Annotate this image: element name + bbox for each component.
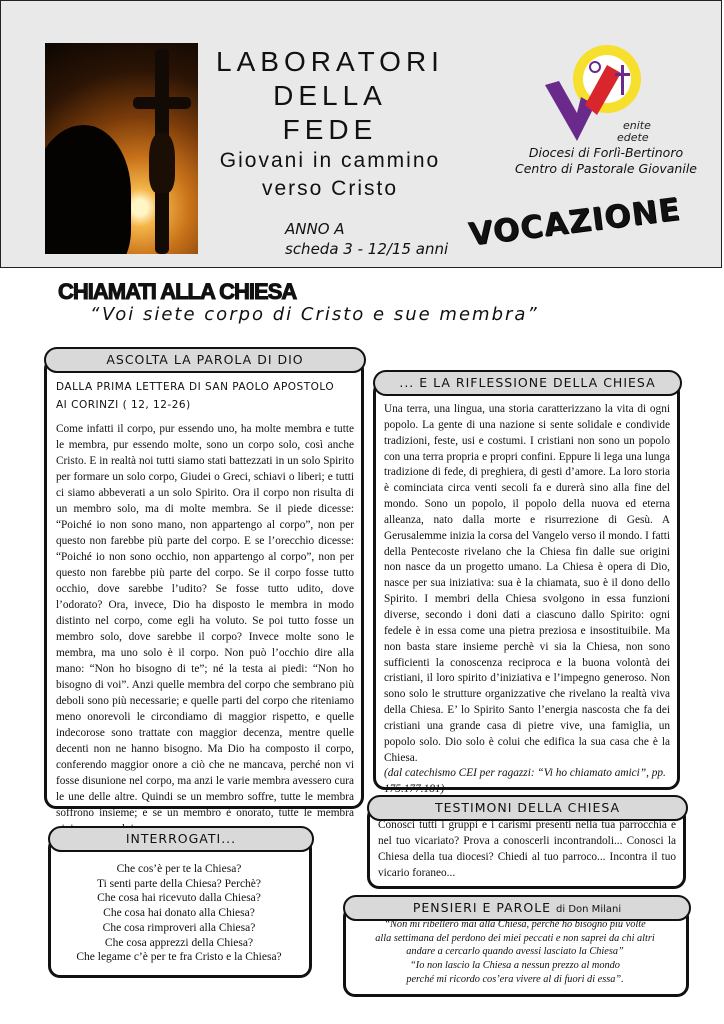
- riflessione-label: ... E LA RIFLESSIONE DELLA CHIESA: [373, 370, 682, 396]
- year-info: [285, 219, 448, 259]
- question-item: Che cosa hai donato alla Chiesa?: [103, 907, 255, 920]
- question-list: [60, 862, 298, 965]
- question-item: Che cosa hai ricevuto dalla Chiesa?: [97, 892, 261, 905]
- testimoni-paragraph: Conosci tutti i gruppi e i carismi presenti nella tua parrocchia e nel tuo vicariato? Prova a conoscerli incontrandoli... Conosci la Chiesa della tua diocesi? Chiedi al tuo parroco... Incontra il tuo vicario foraneo...: [378, 819, 676, 879]
- section-title: CHIAMATI ALLA CHIESA: [58, 279, 297, 304]
- scripture-text: [56, 421, 354, 837]
- subtitle-line: Giovani in cammino: [219, 149, 441, 172]
- interrogati-label: INTERROGATI...: [48, 826, 314, 852]
- logo-word: edete: [617, 131, 649, 144]
- reading-reference: [56, 378, 346, 414]
- quote-line: andare a cercarlo quando avessi lasciato la Chiesa”: [406, 946, 624, 958]
- quote-line: perché mi ricordo cos’era vivere al di fuori di essa”.: [406, 973, 624, 985]
- venite-vedete-logo: [537, 45, 655, 145]
- cross-horizontal: [133, 97, 191, 109]
- diocese-info: [499, 145, 713, 177]
- question-item: Che cosa rimproveri alla Chiesa?: [102, 921, 256, 934]
- reading-ref-line: AI CORINZI ( 12, 12-26): [56, 399, 191, 411]
- riflessione-source: (dal catechismo CEI per ragazzi: “Vi ho chiamato amici”, pp. 175.177.181): [384, 767, 666, 796]
- question-item: Che cos’è per te la Chiesa?: [116, 863, 242, 875]
- pensieri-title: PENSIERI E PAROLE: [412, 900, 552, 915]
- page-title: [201, 45, 459, 147]
- scripture-paragraph: Come infatti il corpo, pur essendo uno, ha molte membra e tutte le membra, pur essendo molte, sono un corpo solo, così anche Cristo. E in realtà noi tutti siamo stati battezzati in un solo Spirito per formare un solo corpo, Giudei o Greci, schiavi o liberi; e tutti ci siamo abbeverati a un solo Spirito. Ora il corpo non risulta di un membro solo, ma di molte membra. Se il piede dicesse: “Poiché io non sono mano, non appartengo al corpo”, non per questo non farebbe più parte del corpo. E se l’orecchio dicesse: “Poiché io non sono occhio, non appartengo al corpo”, non per questo non farebbe più parte del corpo. Se il corpo fosse tutto occhio, dove sarebbe l’udito? Se fosse tutto udito, dove l’odorato? Ora, invece, Dio ha disposto le membra in modo distinto nel corpo, come egli ha voluto. Se poi tutto fosse un membro solo, dove sarebbe il corpo? Invece molte sono le membra, ma uno solo è il corpo. Non può l’occhio dire alla mano: “Non ho bisogno di te”; né la testa ai piedi: “Non ho bisogno di voi”. Anzi quelle membra del corpo che sembrano più deboli sono più necessarie; e quelle parti del corpo che riteniamo meno onorevoli le circondiamo di maggior rispetto, e quelle indecorose sono trattate con maggior decenza, mentre quelle decenti non ne hanno bisogno. Ma Dio ha composto il corpo, conferendo maggior onore a ciò che ne mancava, perché non vi fosse disunione nel corpo, ma anzi le varie membra avessero cura le une delle altre. Quindi se un membro soffre, tutte le membra soffrono insieme; e se un membro è onorato, tutte le membra: [56, 423, 354, 819]
- logo-word: enite: [623, 119, 651, 132]
- section-quote: “Voi siete corpo di Cristo e sue membra”: [90, 304, 539, 325]
- subtitle-line: verso Cristo: [261, 177, 399, 200]
- testimoni-label: TESTIMONI DELLA CHIESA: [367, 795, 688, 821]
- theme-heading: VOCAZIONE: [466, 191, 683, 253]
- reading-ref-line: DALLA PRIMA LETTERA DI SAN PAOLO APOSTOLO: [56, 381, 335, 393]
- quote-line: alla settimana del perdono dei miei peccati e non saprei da chi altri: [375, 932, 655, 944]
- title-line: DELLA: [273, 80, 387, 111]
- title-line: LABORATORI: [216, 46, 444, 77]
- boy-silhouette: [45, 125, 131, 254]
- ascolta-label: ASCOLTA LA PAROLA DI DIO: [44, 347, 366, 373]
- diocese-line: Centro di Pastorale Giovanile: [514, 161, 697, 176]
- pensieri-author: di Don Milani: [556, 904, 622, 915]
- question-item: Ti senti parte della Chiesa? Perchè?: [96, 877, 262, 890]
- title-line: FEDE: [282, 114, 378, 145]
- diocese-line: Diocesi di Forlì-Bertinoro: [528, 145, 684, 160]
- question-item: Che legame c’è per te fra Cristo e la Chiesa?: [76, 951, 282, 964]
- riflessione-text: [384, 402, 670, 798]
- scheda-label: scheda 3 - 12/15 anni: [285, 240, 449, 258]
- riflessione-paragraph: Una terra, una lingua, una storia caratterizzano la vita di ogni popolo. La gente di una nazione si sente solidale e condivide tradizioni, feste, usi e costumi. I cristiani non sono un popolo con una terra propria e propri confini. Eppure li lega una lunga tradizione di fede, di preghiera, di gesti d’amore. La loro storia è cominciata circa venti secoli fa e durerà sino alla fine del mondo. Sono un popolo, il popolo della nuova ed eterna alleanza, nato dalla morte e risurrezione di Gesù. A Gerusalemme inizia la corsa del Vangelo verso il mondo. I fatti della Pentecoste rivelano che la Chiesa fin dalle sue origini non nasce da un progetto umano. La Chiesa è opera di Dio, nasce per sua iniziativa: sua è la chiamata, suo è il dono dello Spirito. I membri della Chiesa svolgono in essa funzioni diverse, secondo i doni dati a ciascuno dallo Spirito: ogni fedele è in essa come una pietra preziosa e insostituibile. Ma non basta stare insieme perchè vi sia la Chiesa, non sono sufficienti la conoscenza reciproca e la buona volontà dei cristiani, il loro spirito d’iniziativa e l’impegno generoso. Non sono solo le strutture organizzative che rivelano la realtà viva della Chiesa. E’ lo Spirito Santo l’energia nascosta che fa dei cristiani una grande casa di pietre vive, una famiglia, un popolo solo. Dio solo è colui che edifica la sua casa che è la Chiesa.: [384, 403, 670, 764]
- testimoni-text: [378, 817, 676, 881]
- crucifix-figure: [149, 133, 175, 193]
- page-subtitle: [201, 147, 459, 203]
- anno-label: ANNO A: [285, 220, 345, 238]
- question-item: Che cosa apprezzi della Chiesa?: [104, 936, 254, 949]
- boy-with-cross-photo: [45, 43, 198, 254]
- quote-line: “Non mi ribellerò mai alla Chiesa, perché ho bisogno più volte: [384, 919, 646, 930]
- milani-quotes: [350, 918, 680, 987]
- quote-line: “Io non lascio la Chiesa a nessun prezzo al mondo: [410, 960, 620, 972]
- header-banner: [0, 0, 722, 268]
